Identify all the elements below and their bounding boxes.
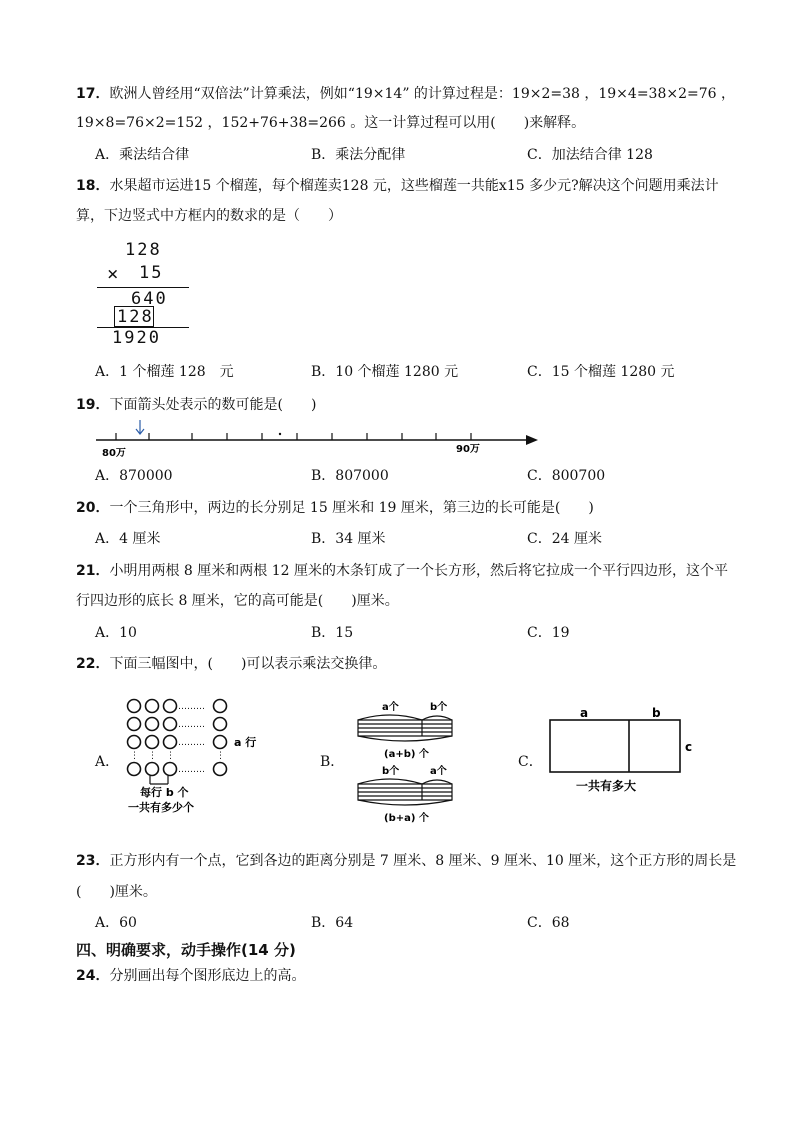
q20-text-1: 一个三角形中，两边的长分别足 15 厘米和 19 厘米，第三边的长可能是( ) (109, 500, 594, 516)
q22-text-1: 下面三幅图中，( )可以表示乘法交换律。 (109, 656, 387, 672)
calc-times-sign: × (107, 263, 119, 285)
axis-ticks (116, 433, 471, 440)
q21-number: 21． (76, 563, 110, 579)
q22-figure-c (540, 704, 700, 796)
axis-label-right: 90万 (456, 444, 480, 455)
calc-multiplier: 15 (139, 263, 164, 283)
q17-number: 17． (76, 86, 110, 102)
axis-label-left: 80万 (102, 448, 126, 459)
rows-label: a 行 (234, 736, 257, 749)
q19-option-c[interactable]: C．800700 (527, 468, 606, 484)
q18-option-a[interactable]: A．1 个榴莲 128 元 (95, 364, 234, 380)
c-label-c: c (685, 740, 693, 754)
vertical-multiplication (95, 238, 195, 348)
svg-text:⋮: ⋮ (166, 751, 175, 761)
q23-line1 (76, 851, 736, 871)
calc-multiplicand: 128 (125, 240, 162, 260)
q19-number: 19． (76, 397, 110, 413)
q24-number: 24． (76, 968, 110, 984)
q24-line1 (76, 966, 305, 986)
q23-option-c[interactable]: C．68 (527, 915, 570, 931)
c-label-a: a (580, 706, 589, 720)
q24-text-1: 分别画出每个图形底边上的高。 (109, 968, 306, 984)
q22-number: 22． (76, 656, 110, 672)
q23-text-2: ( )厘米。 (76, 884, 157, 900)
axis-arrow-icon (526, 435, 538, 445)
svg-text:………: ……… (178, 765, 205, 775)
q20-option-b[interactable]: B．34 厘米 (311, 531, 386, 547)
q19-option-a[interactable]: A．870000 (95, 468, 173, 484)
q19-text-1: 下面箭头处表示的数可能是( ) (109, 397, 317, 413)
q17-option-a[interactable]: A．乘法结合律 (95, 147, 190, 163)
q21-option-c[interactable]: C．19 (527, 625, 570, 641)
q21-line1 (76, 561, 728, 581)
c-label-b: b (652, 706, 661, 720)
calc-partial-2: 128 (117, 307, 154, 327)
q18-option-b[interactable]: B．10 个榴莲 1280 元 (311, 364, 459, 380)
b-label-b: b个 (430, 702, 448, 713)
section-4-heading: 四、明确要求，动手操作(14 分) (76, 941, 296, 959)
q17-option-c[interactable]: C．加法结合律 128 (527, 147, 653, 163)
q20-number: 20． (76, 500, 110, 516)
b-label-b-2: b个 (382, 766, 400, 777)
svg-text:………: ……… (178, 738, 205, 748)
each-row-label: 每行 b 个 (140, 786, 189, 799)
q22-figure-a (120, 694, 270, 814)
q23-text-1: 正方形内有一个点，它到各边的距离分别是 7 厘米、8 厘米、9 厘米、10 厘米，这个正方形的周长是 (109, 853, 737, 869)
c-question-label: 一共有多大 (576, 779, 637, 793)
b-sum-2: (b+a) 个 (384, 813, 429, 824)
svg-text:⋮: ⋮ (148, 751, 157, 761)
q18-option-c[interactable]: C．15 个榴莲 1280 元 (527, 364, 675, 380)
svg-text:………: ……… (178, 702, 205, 712)
b-label-a-2: a个 (430, 766, 447, 777)
q20-line1 (76, 498, 594, 518)
q23-number: 23． (76, 853, 110, 869)
calc-result: 1920 (112, 328, 161, 348)
q22-option-b[interactable]: B． (320, 754, 345, 770)
svg-text:⋮: ⋮ (216, 751, 225, 761)
q17-option-b[interactable]: B．乘法分配律 (311, 147, 406, 163)
q19-option-b[interactable]: B．807000 (311, 468, 389, 484)
q18-number: 18． (76, 178, 110, 194)
q22-line1 (76, 654, 386, 674)
svg-text:⋮: ⋮ (130, 751, 139, 761)
total-question-label: 一共有多少个 (128, 801, 194, 814)
q17-text-1: 欧洲人曾经用“双倍法”计算乘法，例如“19×14” 的计算过程是：19×2=38 ，19×4=38×2=76 ， (109, 86, 735, 102)
q21-text-2: 行四边形的底长 8 厘米，它的高可能是( )厘米。 (76, 593, 399, 609)
svg-text:………: ……… (178, 720, 205, 730)
q18-text-1: 水果超市运进15 个榴莲，每个榴莲卖128 元，这些榴莲一共能x15 多少元?解决这个问题用乘法计 (109, 178, 719, 194)
b-sum-1: (a+b) 个 (384, 749, 429, 760)
circle-grid (128, 700, 227, 776)
q21-option-a[interactable]: A．10 (95, 625, 137, 641)
q22-option-a[interactable]: A． (95, 754, 120, 770)
q19-line1 (76, 395, 316, 415)
b-label-a: a个 (382, 702, 399, 713)
pointer-arrow-icon (136, 420, 144, 434)
q23-option-a[interactable]: A．60 (95, 915, 137, 931)
q22-option-c[interactable]: C． (518, 754, 543, 770)
calc-rule-1 (97, 287, 189, 288)
q18-line1 (76, 176, 719, 196)
q23-option-b[interactable]: B．64 (311, 915, 354, 931)
q21-text-1: 小明用两根 8 厘米和两根 12 厘米的木条钉成了一个长方形，然后将它拉成一个平行四边形，这个平 (109, 563, 729, 579)
q17-line1 (76, 84, 735, 104)
number-line (90, 418, 550, 460)
q22-figure-b (350, 696, 470, 824)
calc-partial-1: 640 (131, 289, 168, 309)
q20-option-a[interactable]: A．4 厘米 (95, 531, 161, 547)
q21-option-b[interactable]: B．15 (311, 625, 354, 641)
q20-option-c[interactable]: C．24 厘米 (527, 531, 602, 547)
q18-text-2: 算，下边竖式中方框内的数求的是（ ） (76, 208, 342, 224)
q17-text-2: 19×8=76×2=152 ，152+76+38=266 。这一计算过程可以用( )来解释。 (76, 115, 586, 131)
